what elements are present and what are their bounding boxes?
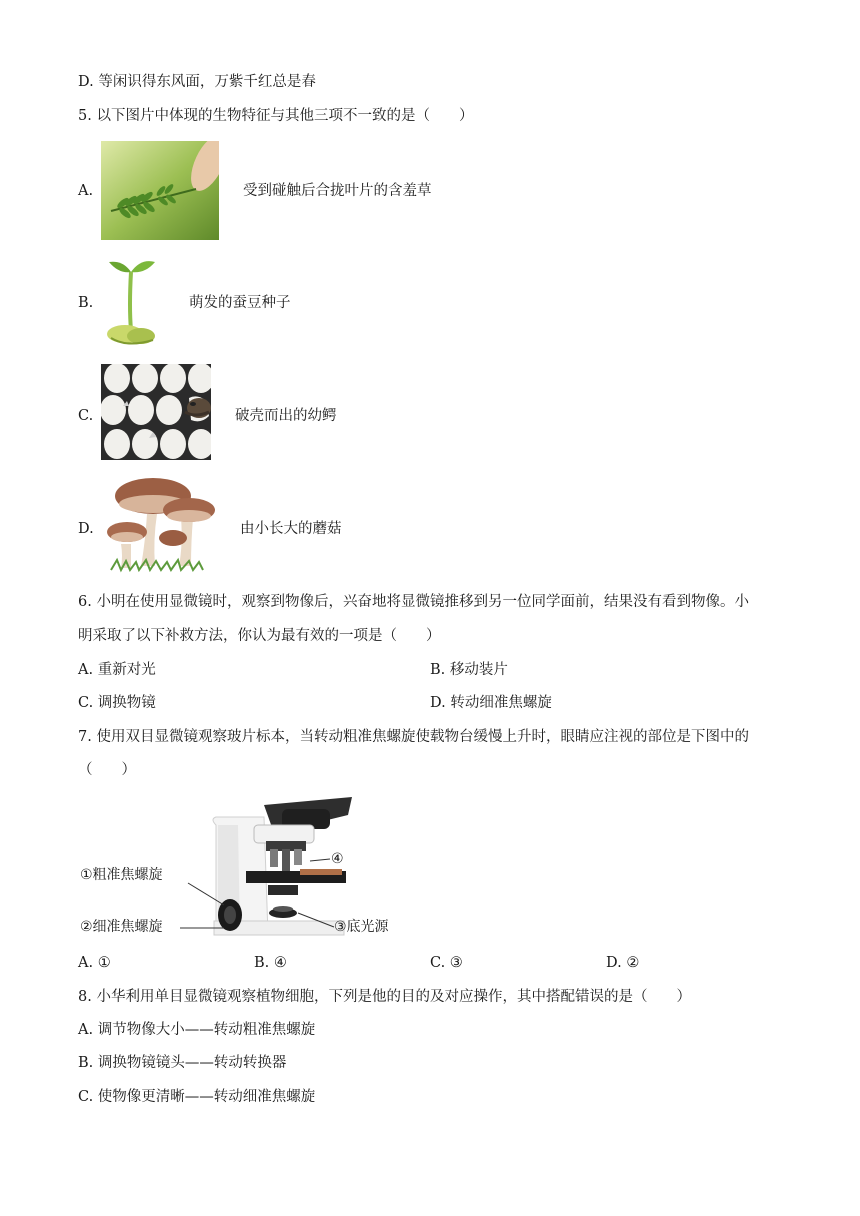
q7-stem-line1: 7. 使用双目显微镜观察玻片标本，当转动粗准焦螺旋使载物台缓慢上升时，眼睛应注视的部位是下图中的 bbox=[78, 729, 749, 745]
q6-stem-line2: 明采取了以下补救方法，你认为最有效的一项是（ ） bbox=[78, 628, 441, 644]
q5-option-a-letter: A. bbox=[78, 183, 94, 199]
q5-stem: 5. 以下图片中体现的生物特征与其他三项不一致的是（ ） bbox=[78, 108, 474, 124]
mimosa-image bbox=[101, 141, 219, 240]
label-light-source: ③底光源 bbox=[334, 919, 389, 935]
q6-option-d: D. 转动细准焦螺旋 bbox=[430, 695, 552, 711]
q5-option-c-letter: C. bbox=[78, 408, 94, 424]
q5-option-a-caption: 受到碰触后合拢叶片的含羞草 bbox=[243, 183, 432, 199]
q6-stem-line1: 6. 小明在使用显微镜时，观察到物像后，兴奋地将显微镜推移到另一位同学面前，结果没有看到物像。小 bbox=[78, 594, 749, 610]
q5-option-c-caption: 破壳而出的幼鳄 bbox=[235, 408, 337, 424]
q6-option-b: B. 移动装片 bbox=[430, 662, 508, 678]
q8-stem: 8. 小华利用单目显微镜观察植物细胞，下列是他的目的及对应操作，其中搭配错误的是（ ） bbox=[78, 989, 691, 1005]
q8-option-a: A. 调节物像大小——转动粗准焦螺旋 bbox=[78, 1022, 316, 1038]
q7-stem-line2: （ ） bbox=[78, 762, 136, 778]
q7-option-b: B. ④ bbox=[254, 955, 287, 971]
q5-option-b-caption: 萌发的蚕豆种子 bbox=[189, 295, 291, 311]
q4-option-d: D. 等闲识得东风面，万紫千红总是春 bbox=[78, 74, 316, 90]
q8-option-b: B. 调换物镜镜头——转动转换器 bbox=[78, 1055, 287, 1071]
crocodile-eggs-image bbox=[101, 364, 211, 460]
q7-option-c: C. ③ bbox=[430, 955, 463, 971]
q6-option-c: C. 调换物镜 bbox=[78, 695, 156, 711]
q5-option-d-letter: D. bbox=[78, 521, 94, 537]
q7-option-d: D. ② bbox=[606, 955, 640, 971]
q8-option-c: C. 使物像更清晰——转动细准焦螺旋 bbox=[78, 1089, 316, 1105]
q5-option-b-letter: B. bbox=[78, 295, 94, 311]
label-fine-focus: ②细准焦螺旋 bbox=[80, 919, 163, 935]
label-coarse-focus: ①粗准焦螺旋 bbox=[80, 867, 163, 883]
q6-option-a: A. 重新对光 bbox=[78, 662, 156, 678]
q7-option-a: A. ① bbox=[78, 955, 111, 971]
mushroom-image bbox=[101, 474, 221, 576]
label-stage-4: ④ bbox=[331, 851, 344, 867]
q5-option-d-caption: 由小长大的蘑菇 bbox=[240, 521, 342, 537]
bean-seedling-image bbox=[101, 252, 163, 352]
